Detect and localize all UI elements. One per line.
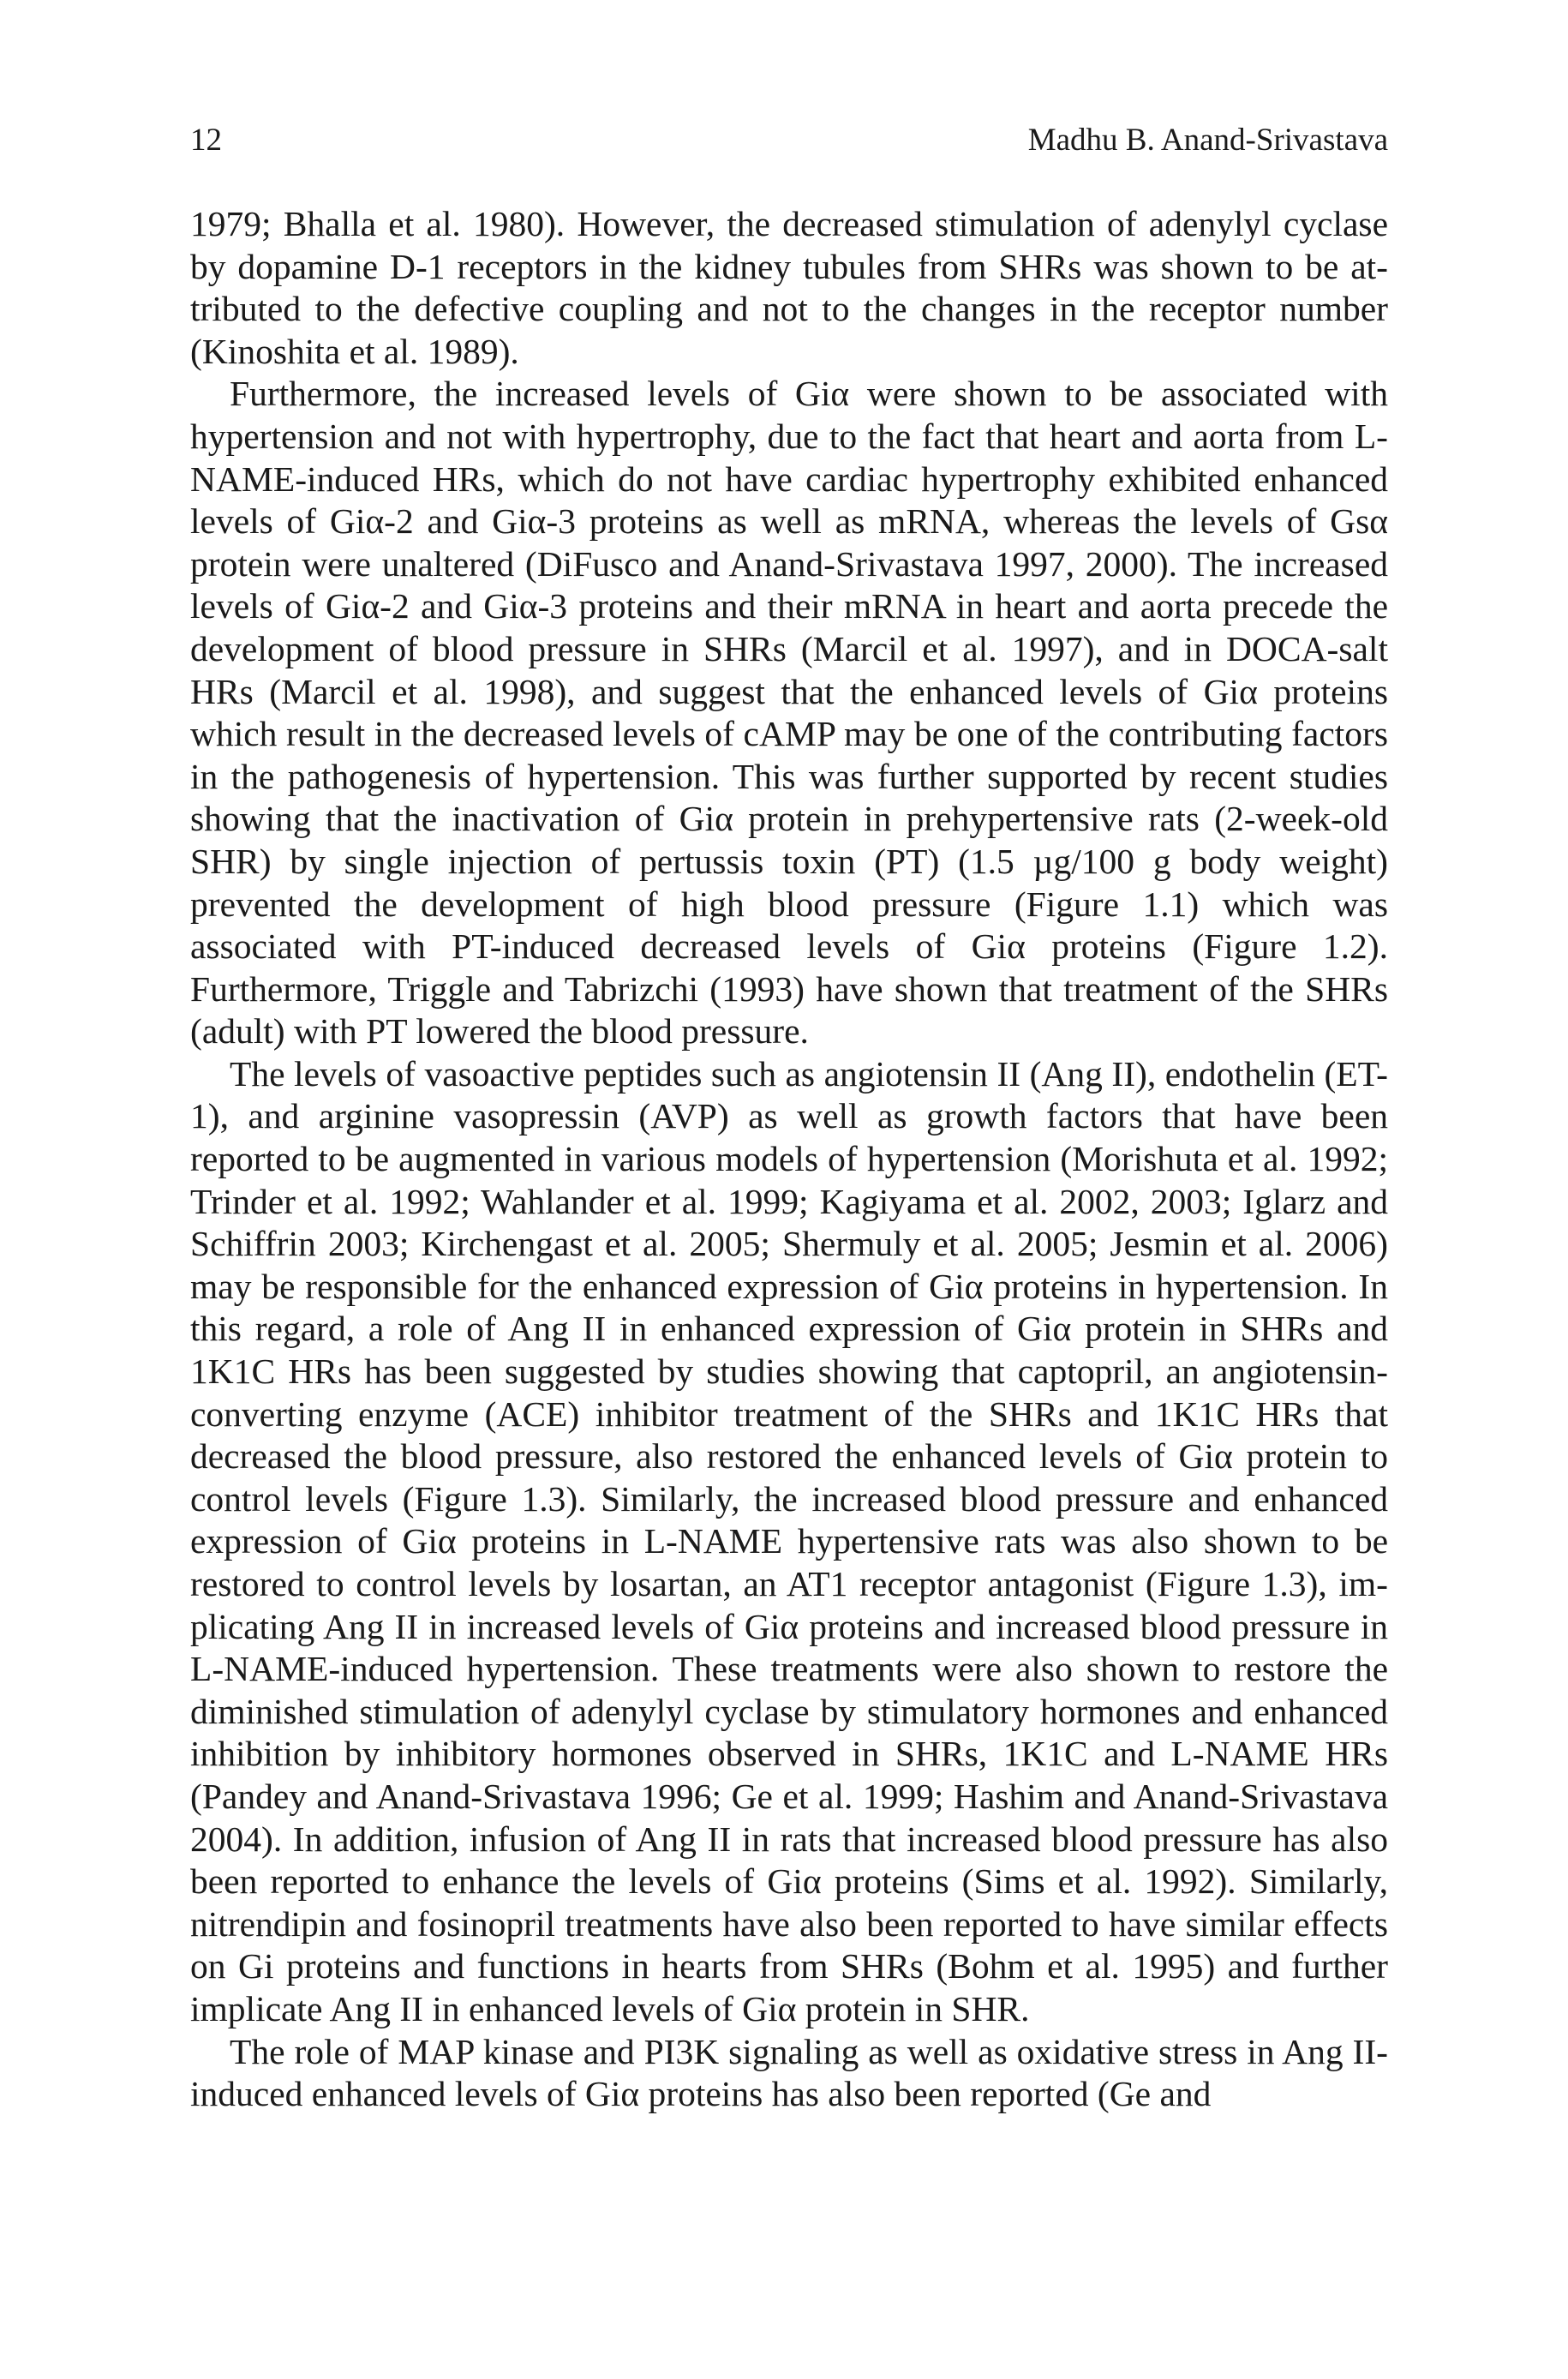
running-header	[190, 116, 1388, 165]
page-number: 12	[190, 123, 222, 158]
book-page	[190, 116, 1388, 2116]
paragraph-map-kinase: The role of MAP kinase and PI3K signaling as well as oxidative stress in Ang II-induced enhanced levels of Giα proteins has also been reported (Ge and	[190, 2031, 1388, 2114]
paragraph-vasoactive-peptides: The levels of vasoactive peptides such as angiotensin II (Ang II), endothelin (ET-1), and arginine vasopressin (AVP) as well as growth factors that have been reported to be augmented in various models of hypertension (Morishuta et al. 1992; Trinder et al. 1992; Wahlander et al. 1999; Kagiyama et al. 2002, 2003; Iglarz and Schiffrin 2003; Kirchengast et al. 2005; Shermuly et al. 2005; Jesmin et al. 2006) may be responsible for the enhanced expression of Giα proteins in hypertension. In this regard, a role of Ang II in enhanced expression of Giα protein in SHRs and 1K1C HRs has been suggested by studies showing that captopril, an angiotensin-converting enzyme (ACE) inhibitor treatment of the SHRs and 1K1C HRs that decreased the blood pressure, also restored the enhanced levels of Giα protein to control levels (Figure 1.3). Similarly, the increased blood pressure and enhanced expression of Giα proteins in L-NAME hypertensive rats was also shown to be restored to control levels by losartan, an AT1 receptor antagonist (Figure 1.3), implicating Ang II in increased levels of Giα proteins and increased blood pressure in L-NAME-induced hypertension. These treatments were also shown to restore the diminished stimulation of adenylyl cyclase by stimulatory hormones and enhanced inhibition by inhibitory hormones observed in SHRs, 1K1C and L-NAME HRs (Pandey and Anand-Srivastava 1996; Ge et al. 1999; Hashim and Anand-Srivastava 2004). In addition, infusion of Ang II in rats that increased blood pressure has also been reported to enhance the levels of Giα proteins (Sims et al. 1992). Similarly, nitrendipin and fosinopril treatments have also been reported to have similar effects on Gi proteins and functions in hearts from SHRs (Bohm et al. 1995) and further implicate Ang II in enhanced levels of Giα protein in SHR.	[190, 1053, 1388, 2028]
paragraph-continued: 1979; Bhalla et al. 1980). However, the decreased stimulation of adenylyl cyclase by dopamine D-1 receptors in the kidney tubules from SHRs was shown to be attributed to the defective coupling and not to the changes in the receptor number (Kinoshita et al. 1989).	[190, 204, 1388, 371]
running-author: Madhu B. Anand-Srivastava	[1027, 123, 1388, 158]
paragraph-gi-alpha-hypertension: Furthermore, the increased levels of Giα were shown to be associated with hypertension and not with hypertrophy, due to the fact that heart and aorta from L-NAME-induced HRs, which do not have cardiac hypertrophy exhibited enhanced levels of Giα-2 and Giα-3 proteins as well as mRNA, whereas the levels of Gsα protein were unaltered (DiFusco and Anand-Srivastava 1997, 2000). The increased levels of Giα-2 and Giα-3 proteins and their mRNA in heart and aorta precede the development of blood pressure in SHRs (Marcil et al. 1997), and in DOCA-salt HRs (Marcil et al. 1998), and suggest that the enhanced levels of Giα proteins which result in the decreased levels of cAMP may be one of the contributing factors in the pathogenesis of hypertension. This was further supported by recent studies showing that the inactivation of Giα protein in prehypertensive rats (2-week-old SHR) by single injection of pertussis toxin (PT) (1.5 µg/100 g body weight) prevented the development of high blood pressure (Figure 1.1) which was associated with PT-induced decreased levels of Giα proteins (Figure 1.2). Furthermore, Triggle and Tabrizchi (1993) have shown that treatment of the SHRs (adult) with PT lowered the blood pressure.	[190, 374, 1388, 1052]
body-text	[190, 203, 1388, 2116]
